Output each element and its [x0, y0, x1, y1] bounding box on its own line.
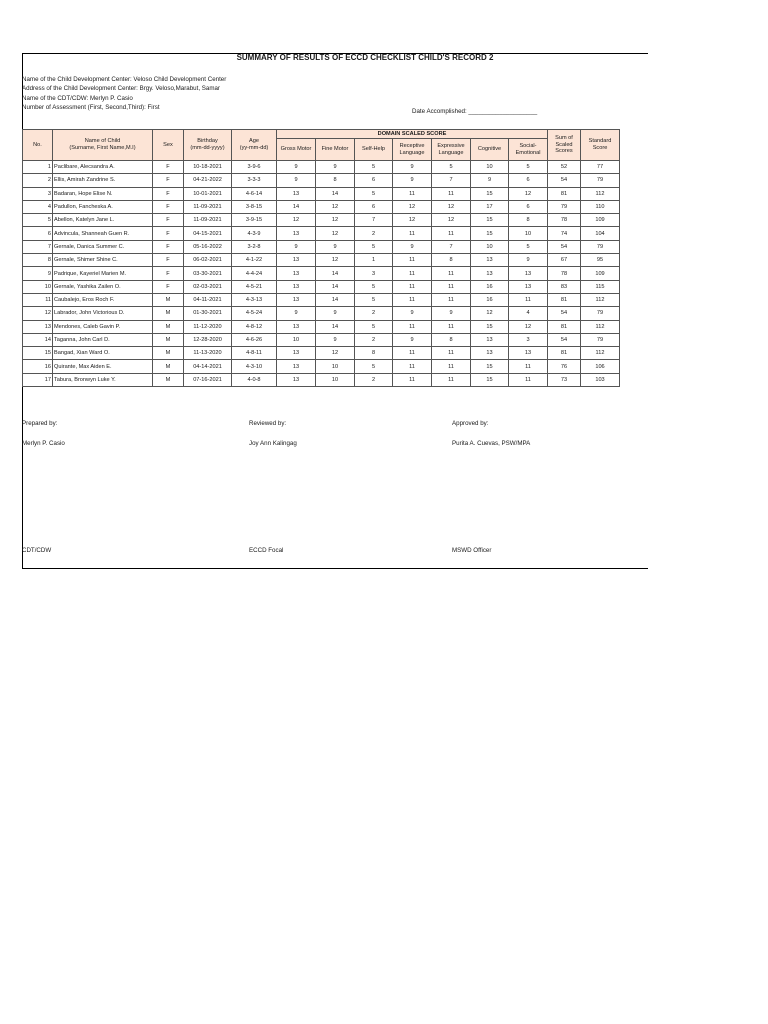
cell-sex: F	[153, 240, 184, 253]
cell-sex: F	[153, 227, 184, 240]
cell-gross-motor: 14	[277, 200, 316, 213]
cell-sex: F	[153, 280, 184, 293]
cell-birthday: 10-01-2021	[184, 187, 232, 200]
cell-birthday: 04-14-2021	[184, 360, 232, 373]
cell-expressive-language: 11	[432, 360, 471, 373]
cell-sex: M	[153, 333, 184, 346]
cell-social-emotional: 5	[509, 240, 548, 253]
cell-standard-score: 112	[581, 187, 620, 200]
cell-expressive-language: 8	[432, 333, 471, 346]
cell-age: 4-3-13	[232, 293, 277, 306]
cell-child-name: Gernale, Yashika Zailen O.	[53, 280, 153, 293]
cell-cognitive: 15	[471, 187, 509, 200]
cell-fine-motor: 14	[316, 293, 355, 306]
cell-self-help: 2	[355, 307, 393, 320]
prepared-by-name: Merlyn P. Casio	[22, 440, 65, 447]
table-row	[23, 307, 620, 320]
cell-row-number: 8	[23, 254, 53, 267]
table-row	[23, 373, 620, 386]
cell-age: 4-0-8	[232, 373, 277, 386]
cdt-name: Name of the CDT/CDW: Merlyn P. Casio	[22, 94, 133, 102]
cell-row-number: 4	[23, 200, 53, 213]
cell-expressive-language: 5	[432, 161, 471, 174]
cell-self-help: 7	[355, 214, 393, 227]
cell-fine-motor: 10	[316, 373, 355, 386]
results-table	[22, 129, 620, 387]
cell-self-help: 1	[355, 254, 393, 267]
cell-child-name: Ellis, Amirah Zandrine S.	[53, 174, 153, 187]
cell-fine-motor: 14	[316, 320, 355, 333]
cell-sum-scaled-scores: 78	[548, 214, 581, 227]
cell-sum-scaled-scores: 74	[548, 227, 581, 240]
cell-cognitive: 13	[471, 333, 509, 346]
cell-sex: M	[153, 373, 184, 386]
table-row	[23, 347, 620, 360]
cell-sex: F	[153, 161, 184, 174]
cell-self-help: 5	[355, 240, 393, 253]
cell-cognitive: 10	[471, 240, 509, 253]
table-row	[23, 240, 620, 253]
cell-cognitive: 16	[471, 293, 509, 306]
cell-child-name: Mendones, Caleb Gavin P.	[53, 320, 153, 333]
header-social-emotional: Social- Emotional	[509, 139, 548, 161]
cell-birthday: 02-03-2021	[184, 280, 232, 293]
cell-child-name: Abellon, Katelyn Jane L.	[53, 214, 153, 227]
cell-self-help: 5	[355, 320, 393, 333]
cell-gross-motor: 13	[277, 227, 316, 240]
header-birthday: Birthday (mm-dd-yyyy)	[184, 130, 232, 161]
prepared-by-role: CDT/CDW	[22, 547, 52, 554]
cell-age: 4-3-9	[232, 227, 277, 240]
cell-age: 4-6-26	[232, 333, 277, 346]
bottom-border-line	[22, 568, 648, 569]
cell-gross-motor: 9	[277, 174, 316, 187]
cell-standard-score: 104	[581, 227, 620, 240]
cell-sum-scaled-scores: 54	[548, 240, 581, 253]
cell-receptive-language: 9	[393, 333, 432, 346]
cell-gross-motor: 13	[277, 293, 316, 306]
header-name: Name of Child (Surname, First Name,M.I)	[53, 130, 153, 161]
cell-cognitive: 13	[471, 347, 509, 360]
cell-child-name: Badaran, Hope Elise N.	[53, 187, 153, 200]
cell-receptive-language: 11	[393, 280, 432, 293]
cell-expressive-language: 11	[432, 320, 471, 333]
cell-receptive-language: 11	[393, 254, 432, 267]
cell-sum-scaled-scores: 83	[548, 280, 581, 293]
cell-standard-score: 112	[581, 293, 620, 306]
cell-row-number: 11	[23, 293, 53, 306]
table-row	[23, 174, 620, 187]
header-no: No.	[23, 130, 53, 161]
cell-self-help: 5	[355, 280, 393, 293]
header-self-help: Self-Help	[355, 139, 393, 161]
table-row	[23, 360, 620, 373]
cell-sex: M	[153, 347, 184, 360]
cell-gross-motor: 9	[277, 307, 316, 320]
table-body	[23, 161, 620, 387]
cell-fine-motor: 12	[316, 227, 355, 240]
cell-receptive-language: 9	[393, 174, 432, 187]
header-age: Age (yy-mm-dd)	[232, 130, 277, 161]
cell-expressive-language: 12	[432, 200, 471, 213]
cell-fine-motor: 12	[316, 214, 355, 227]
cell-row-number: 13	[23, 320, 53, 333]
cell-sum-scaled-scores: 54	[548, 307, 581, 320]
cell-cognitive: 15	[471, 227, 509, 240]
cell-row-number: 3	[23, 187, 53, 200]
cell-expressive-language: 11	[432, 347, 471, 360]
cell-row-number: 16	[23, 360, 53, 373]
cell-row-number: 17	[23, 373, 53, 386]
cell-gross-motor: 13	[277, 320, 316, 333]
cell-social-emotional: 6	[509, 174, 548, 187]
cell-cognitive: 9	[471, 174, 509, 187]
header-standard-score: Standard Score	[581, 130, 620, 161]
cell-row-number: 10	[23, 280, 53, 293]
cell-standard-score: 112	[581, 320, 620, 333]
center-name: Name of the Child Development Center: Veloso Child Development Center	[22, 76, 227, 83]
cell-social-emotional: 3	[509, 333, 548, 346]
cell-birthday: 11-13-2020	[184, 347, 232, 360]
cell-expressive-language: 12	[432, 214, 471, 227]
cell-standard-score: 112	[581, 347, 620, 360]
cell-expressive-language: 11	[432, 293, 471, 306]
cell-sum-scaled-scores: 52	[548, 161, 581, 174]
cell-sex: F	[153, 187, 184, 200]
cell-standard-score: 95	[581, 254, 620, 267]
cell-cognitive: 13	[471, 254, 509, 267]
header-gross-motor: Gross Motor	[277, 139, 316, 161]
cell-child-name: Caubalejo, Eros Roch F.	[53, 293, 153, 306]
cell-social-emotional: 13	[509, 267, 548, 280]
cell-cognitive: 15	[471, 360, 509, 373]
table-row	[23, 161, 620, 174]
cell-self-help: 5	[355, 293, 393, 306]
cell-receptive-language: 11	[393, 293, 432, 306]
cell-birthday: 11-09-2021	[184, 200, 232, 213]
cell-row-number: 6	[23, 227, 53, 240]
document-sheet	[22, 53, 648, 569]
cell-gross-motor: 13	[277, 347, 316, 360]
cell-sex: M	[153, 320, 184, 333]
approved-by-role: MSWD Officer	[452, 547, 492, 554]
cell-social-emotional: 9	[509, 254, 548, 267]
cell-receptive-language: 11	[393, 360, 432, 373]
cell-receptive-language: 11	[393, 347, 432, 360]
center-info-block	[22, 75, 226, 112]
cell-birthday: 04-15-2021	[184, 227, 232, 240]
header-fine-motor: Fine Motor	[316, 139, 355, 161]
cell-fine-motor: 14	[316, 280, 355, 293]
cell-receptive-language: 11	[393, 227, 432, 240]
cell-self-help: 5	[355, 187, 393, 200]
cell-social-emotional: 6	[509, 200, 548, 213]
cell-standard-score: 79	[581, 307, 620, 320]
cell-row-number: 12	[23, 307, 53, 320]
cell-expressive-language: 11	[432, 373, 471, 386]
cell-receptive-language: 11	[393, 373, 432, 386]
cell-child-name: Bangad, Xian Ward O.	[53, 347, 153, 360]
cell-gross-motor: 12	[277, 214, 316, 227]
cell-standard-score: 106	[581, 360, 620, 373]
header-sex: Sex	[153, 130, 184, 161]
cell-age: 3-3-3	[232, 174, 277, 187]
cell-social-emotional: 13	[509, 280, 548, 293]
cell-social-emotional: 11	[509, 373, 548, 386]
cell-birthday: 04-21-2022	[184, 174, 232, 187]
cell-birthday: 10-18-2021	[184, 161, 232, 174]
header-cognitive: Cognitive	[471, 139, 509, 161]
cell-expressive-language: 9	[432, 307, 471, 320]
cell-fine-motor: 10	[316, 360, 355, 373]
cell-birthday: 07-16-2021	[184, 373, 232, 386]
cell-self-help: 5	[355, 360, 393, 373]
cell-fine-motor: 12	[316, 347, 355, 360]
table-row	[23, 214, 620, 227]
cell-age: 4-5-24	[232, 307, 277, 320]
cell-self-help: 2	[355, 227, 393, 240]
cell-sex: F	[153, 214, 184, 227]
cell-gross-motor: 13	[277, 187, 316, 200]
cell-age: 4-8-11	[232, 347, 277, 360]
cell-birthday: 05-16-2022	[184, 240, 232, 253]
cell-sum-scaled-scores: 81	[548, 347, 581, 360]
cell-child-name: Padullon, Fancheska A.	[53, 200, 153, 213]
cell-social-emotional: 12	[509, 187, 548, 200]
cell-age: 3-8-15	[232, 200, 277, 213]
cell-age: 3-9-15	[232, 214, 277, 227]
cell-standard-score: 109	[581, 267, 620, 280]
cell-age: 4-4-24	[232, 267, 277, 280]
cell-cognitive: 12	[471, 307, 509, 320]
cell-fine-motor: 14	[316, 267, 355, 280]
header-sum-scaled: Sum of Scaled Scores	[548, 130, 581, 161]
cell-fine-motor: 12	[316, 200, 355, 213]
table-row	[23, 320, 620, 333]
cell-sum-scaled-scores: 73	[548, 373, 581, 386]
cell-receptive-language: 11	[393, 187, 432, 200]
cell-cognitive: 15	[471, 320, 509, 333]
cell-row-number: 7	[23, 240, 53, 253]
cell-gross-motor: 9	[277, 240, 316, 253]
cell-expressive-language: 7	[432, 174, 471, 187]
cell-fine-motor: 8	[316, 174, 355, 187]
header-receptive-language: Receptive Language	[393, 139, 432, 161]
reviewed-by-label: Reviewed by:	[249, 420, 287, 427]
cell-birthday: 03-30-2021	[184, 267, 232, 280]
reviewed-by-role: ECCD Focal	[249, 547, 284, 554]
cell-sum-scaled-scores: 78	[548, 267, 581, 280]
cell-standard-score: 115	[581, 280, 620, 293]
center-address: Address of the Child Development Center: Brgy. Veloso,Marabut, Samar	[22, 85, 220, 93]
cell-row-number: 2	[23, 174, 53, 187]
reviewed-by-name: Joy Ann Kalingag	[249, 440, 297, 447]
cell-birthday: 12-28-2020	[184, 333, 232, 346]
header-expressive-language: Expressive Language	[432, 139, 471, 161]
cell-age: 3-2-8	[232, 240, 277, 253]
cell-fine-motor: 9	[316, 161, 355, 174]
cell-gross-motor: 10	[277, 333, 316, 346]
cell-gross-motor: 9	[277, 161, 316, 174]
cell-sum-scaled-scores: 54	[548, 333, 581, 346]
cell-standard-score: 79	[581, 333, 620, 346]
table-row	[23, 280, 620, 293]
cell-child-name: Taganna, John Carl D.	[53, 333, 153, 346]
cell-cognitive: 16	[471, 280, 509, 293]
cell-social-emotional: 11	[509, 293, 548, 306]
cell-age: 4-5-21	[232, 280, 277, 293]
table-row	[23, 333, 620, 346]
cell-self-help: 2	[355, 333, 393, 346]
table-row	[23, 293, 620, 306]
cell-sum-scaled-scores: 54	[548, 174, 581, 187]
cell-child-name: Labrador, John Victorious D.	[53, 307, 153, 320]
cell-birthday: 11-12-2020	[184, 320, 232, 333]
cell-cognitive: 10	[471, 161, 509, 174]
cell-receptive-language: 11	[393, 267, 432, 280]
approved-by-label: Approved by:	[452, 420, 489, 427]
cell-self-help: 3	[355, 267, 393, 280]
cell-fine-motor: 9	[316, 307, 355, 320]
table-row	[23, 187, 620, 200]
cell-sex: M	[153, 360, 184, 373]
cell-self-help: 5	[355, 161, 393, 174]
cell-standard-score: 79	[581, 240, 620, 253]
cell-row-number: 15	[23, 347, 53, 360]
cell-fine-motor: 9	[316, 240, 355, 253]
cell-standard-score: 110	[581, 200, 620, 213]
cell-receptive-language: 9	[393, 240, 432, 253]
cell-age: 4-6-14	[232, 187, 277, 200]
cell-standard-score: 103	[581, 373, 620, 386]
cell-self-help: 6	[355, 200, 393, 213]
cell-sex: M	[153, 293, 184, 306]
approved-by-name: Purita A. Cuevas, PSW/MPA	[452, 440, 531, 447]
cell-standard-score: 109	[581, 214, 620, 227]
cell-row-number: 9	[23, 267, 53, 280]
cell-sex: F	[153, 200, 184, 213]
cell-row-number: 5	[23, 214, 53, 227]
table-row	[23, 200, 620, 213]
cell-cognitive: 17	[471, 200, 509, 213]
cell-expressive-language: 11	[432, 187, 471, 200]
cell-receptive-language: 9	[393, 161, 432, 174]
prepared-by-label: Prepared by:	[22, 420, 58, 427]
cell-birthday: 06-02-2021	[184, 254, 232, 267]
cell-row-number: 14	[23, 333, 53, 346]
cell-expressive-language: 7	[432, 240, 471, 253]
cell-receptive-language: 9	[393, 307, 432, 320]
cell-social-emotional: 5	[509, 161, 548, 174]
cell-standard-score: 77	[581, 161, 620, 174]
cell-child-name: Advincula, Shanneah Guen R.	[53, 227, 153, 240]
cell-sex: F	[153, 174, 184, 187]
cell-social-emotional: 12	[509, 320, 548, 333]
cell-fine-motor: 14	[316, 187, 355, 200]
cell-fine-motor: 9	[316, 333, 355, 346]
cell-child-name: Gernale, Danica Summer C.	[53, 240, 153, 253]
cell-sex: M	[153, 307, 184, 320]
cell-sum-scaled-scores: 76	[548, 360, 581, 373]
cell-self-help: 8	[355, 347, 393, 360]
cell-sex: F	[153, 267, 184, 280]
document-title: SUMMARY OF RESULTS OF ECCD CHECKLIST CHILD'S RECORD 2	[236, 53, 494, 60]
header-domain-scaled-score: DOMAIN SCALED SCORE	[277, 130, 548, 139]
cell-receptive-language: 12	[393, 214, 432, 227]
assessment-number: Number of Assessment (First, Second,Third): First	[22, 103, 160, 111]
cell-social-emotional: 13	[509, 347, 548, 360]
cell-cognitive: 15	[471, 214, 509, 227]
date-accomplished: Date Accomplished: ____________________	[412, 108, 538, 115]
cell-child-name: Padrique, Kayeriel Marien M.	[53, 267, 153, 280]
cell-child-name: Tabura, Bronwyn Luke Y.	[53, 373, 153, 386]
cell-gross-motor: 13	[277, 267, 316, 280]
cell-sum-scaled-scores: 81	[548, 320, 581, 333]
cell-sex: F	[153, 254, 184, 267]
cell-age: 3-9-6	[232, 161, 277, 174]
cell-receptive-language: 11	[393, 320, 432, 333]
table-row	[23, 254, 620, 267]
cell-cognitive: 13	[471, 267, 509, 280]
cell-standard-score: 79	[581, 174, 620, 187]
cell-gross-motor: 13	[277, 254, 316, 267]
cell-child-name: Gernale, Shimer Shine C.	[53, 254, 153, 267]
cell-sum-scaled-scores: 81	[548, 293, 581, 306]
cell-expressive-language: 11	[432, 267, 471, 280]
cell-social-emotional: 10	[509, 227, 548, 240]
cell-social-emotional: 4	[509, 307, 548, 320]
cell-social-emotional: 8	[509, 214, 548, 227]
cell-birthday: 01-30-2021	[184, 307, 232, 320]
cell-row-number: 1	[23, 161, 53, 174]
cell-fine-motor: 12	[316, 254, 355, 267]
cell-age: 4-3-10	[232, 360, 277, 373]
cell-expressive-language: 11	[432, 227, 471, 240]
cell-social-emotional: 11	[509, 360, 548, 373]
cell-birthday: 04-11-2021	[184, 293, 232, 306]
cell-birthday: 11-09-2021	[184, 214, 232, 227]
cell-child-name: Quirante, Max Aiden E.	[53, 360, 153, 373]
cell-age: 4-1-22	[232, 254, 277, 267]
cell-gross-motor: 13	[277, 280, 316, 293]
table-row	[23, 267, 620, 280]
cell-age: 4-8-12	[232, 320, 277, 333]
cell-sum-scaled-scores: 81	[548, 187, 581, 200]
cell-cognitive: 15	[471, 373, 509, 386]
cell-self-help: 6	[355, 174, 393, 187]
cell-child-name: Paclibare, Alecsandra A.	[53, 161, 153, 174]
cell-expressive-language: 8	[432, 254, 471, 267]
cell-self-help: 2	[355, 373, 393, 386]
cell-gross-motor: 13	[277, 360, 316, 373]
cell-expressive-language: 11	[432, 280, 471, 293]
cell-sum-scaled-scores: 79	[548, 200, 581, 213]
cell-sum-scaled-scores: 67	[548, 254, 581, 267]
cell-gross-motor: 13	[277, 373, 316, 386]
cell-receptive-language: 12	[393, 200, 432, 213]
table-row	[23, 227, 620, 240]
